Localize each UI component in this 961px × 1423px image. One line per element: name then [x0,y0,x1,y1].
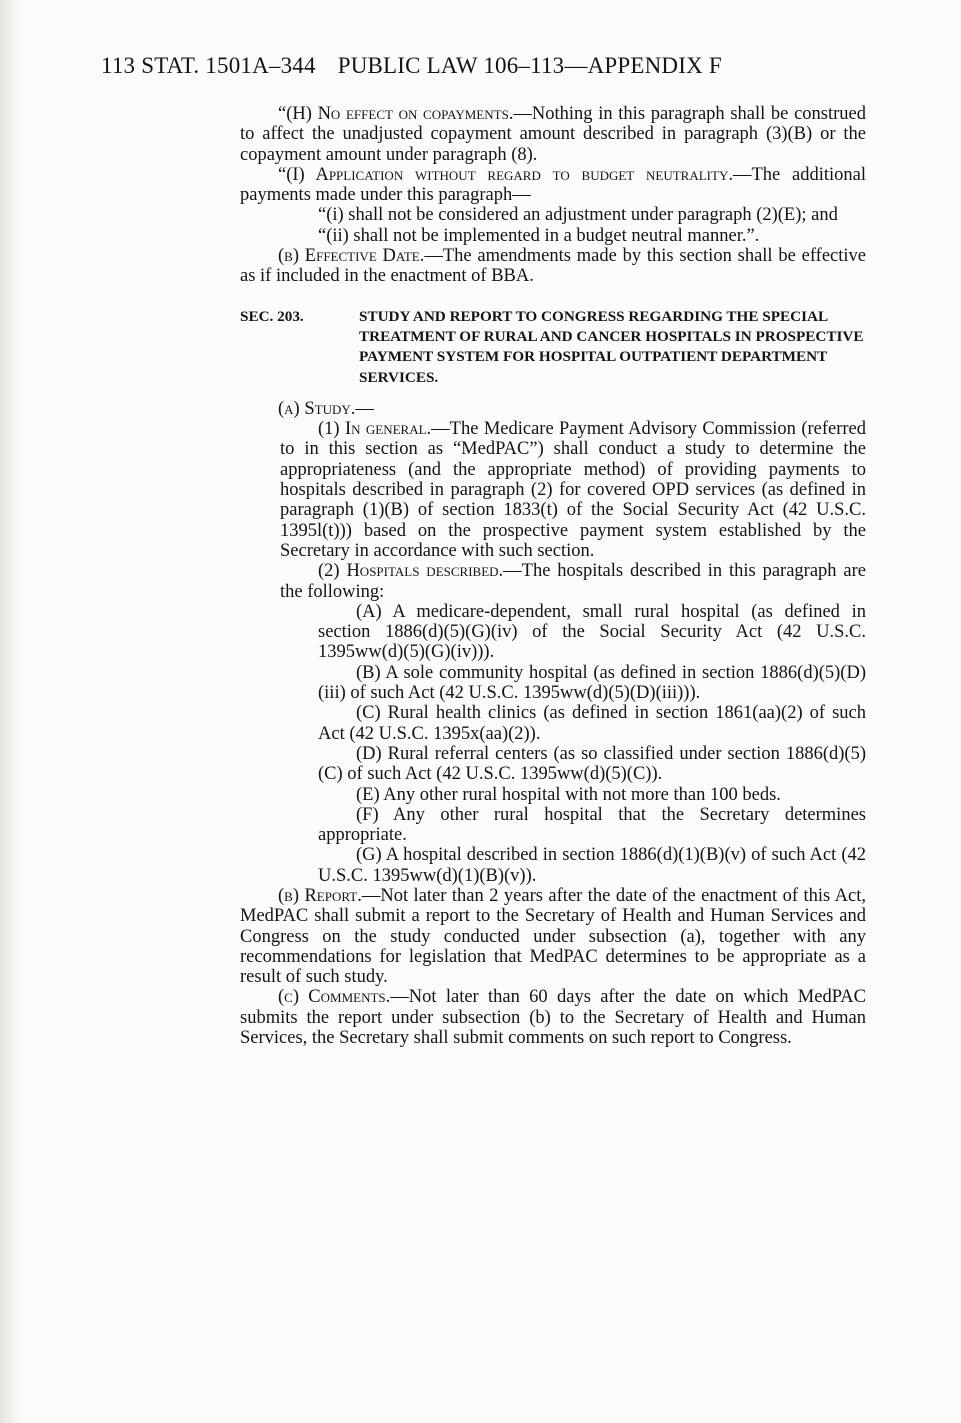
study-heading: (a) Study. [278,398,356,419]
hospital-item-b: (B) A sole community hospital (as defined in section 1886(d)(5)(D)(iii) of such Act (42 U.S.C. 1395ww(d)(5)(D)(iii))). [318,662,866,704]
hospital-item-d: (D) Rural referral centers (as so classified under section 1886(d)(5)(C) of such Act (42 U.S.C. 1395ww(d)(5)(C)). [318,743,866,785]
page-body [240,104,866,1048]
hospital-item-f: (F) Any other rural hospital that the Secretary determines appropriate. [318,804,866,846]
comments-text: —Not later than 60 days after the date on which MedPAC submits the report under subsection (b) to the Secretary of Health and Human Services, the Secretary shall submit comments on such report to Congress. [240,987,866,1049]
clause-ii: “(ii) shall not be implemented in a budget neutral manner.”. [318,225,760,246]
comments-subsection [240,987,866,1048]
statute-citation: 113 STAT. 1501A–344 [101,53,316,78]
study-subsection [240,399,866,419]
running-head [101,53,722,79]
report-text: —Not later than 2 years after the date of the enactment of this Act, MedPAC shall submit a report to the Secretary of Health and Human Services and Congress on the study conducted under subsection (a), together with any recommendations for legislation that MedPAC determines to be appropriate as a result of such study. [240,885,866,988]
hospitals-described-heading: (2) Hospitals described. [318,561,504,582]
hospitals-described-text: —The hospitals described in this paragraph are the following: [280,561,866,602]
paragraph-i [240,165,866,206]
comments-heading: (c) Comments. [278,987,391,1008]
effective-date-heading: (b) Effective Date. [278,246,425,267]
public-law-title: PUBLIC LAW 106–113—APPENDIX F [337,53,722,78]
hospitals-described-paragraph [240,561,866,602]
report-subsection [240,886,866,987]
study-heading-dash: — [355,398,374,419]
hospital-item-a: (A) A medicare-dependent, small rural hospital (as defined in section 1886(d)(5)(G)(iv) of the Social Security Act (42 U.S.C. 1395ww(d)(5)(G)(iv))). [318,601,866,663]
effective-date-paragraph [240,246,866,287]
hospital-item-g: (G) A hospital described in section 1886(d)(1)(B)(v) of such Act (42 U.S.C. 1395ww(d)(1)(B)(v)). [318,845,866,886]
page-binding-shadow [0,0,22,1423]
paragraph-h [240,104,866,165]
section-title: STUDY AND REPORT TO CONGRESS REGARDING THE SPECIAL TREATMENT OF RURAL AND CANCER HOSPITALS IN PROSPECTIVE PAYMENT SYSTEM FOR HOSPITAL OUTPATIENT DEPARTMENT SERVICES. [359,307,864,386]
paragraph-i-heading: “(I) Application without regard to budget neutrality. [278,164,733,185]
paragraph-i-text: —The additional payments made under this paragraph— [240,164,866,206]
section-heading [240,307,866,388]
in-general-text: —The Medicare Payment Advisory Commission (referred to in this section as “MedPAC”) shall conduct a study to determine the appropriateness (and the appropriate method) of providing payments to hospitals described in paragraph (2) for covered OPD services (as defined in paragraph (1)(B) of section 1833(t) of the Social Security Act (42 U.S.C. 1395l(t))) based on the prospective payment system established by the Secretary in accordance with such section. [280,419,867,561]
in-general-heading: (1) In general. [318,419,432,440]
hospital-item-e: (E) Any other rural hospital with not more than 100 beds. [356,784,781,805]
section-number: SEC. 203. [240,307,304,325]
in-general-paragraph [240,419,866,561]
paragraph-h-heading: “(H) No effect on copayments. [278,104,514,124]
hospital-item-c: (C) Rural health clinics (as defined in section 1861(aa)(2) of such Act (42 U.S.C. 1395x(aa)(2)). [318,703,866,744]
paragraph-h-text: —Nothing in this paragraph shall be construed to affect the unadjusted copayment amount described in paragraph (3)(B) or the copayment amount under paragraph (8). [240,104,866,165]
effective-date-text: —The amendments made by this section shall be effective as if included in the enactment of BBA. [240,246,866,287]
clause-i: “(i) shall not be considered an adjustment under paragraph (2)(E); and [318,205,838,226]
report-heading: (b) Report. [278,885,362,906]
